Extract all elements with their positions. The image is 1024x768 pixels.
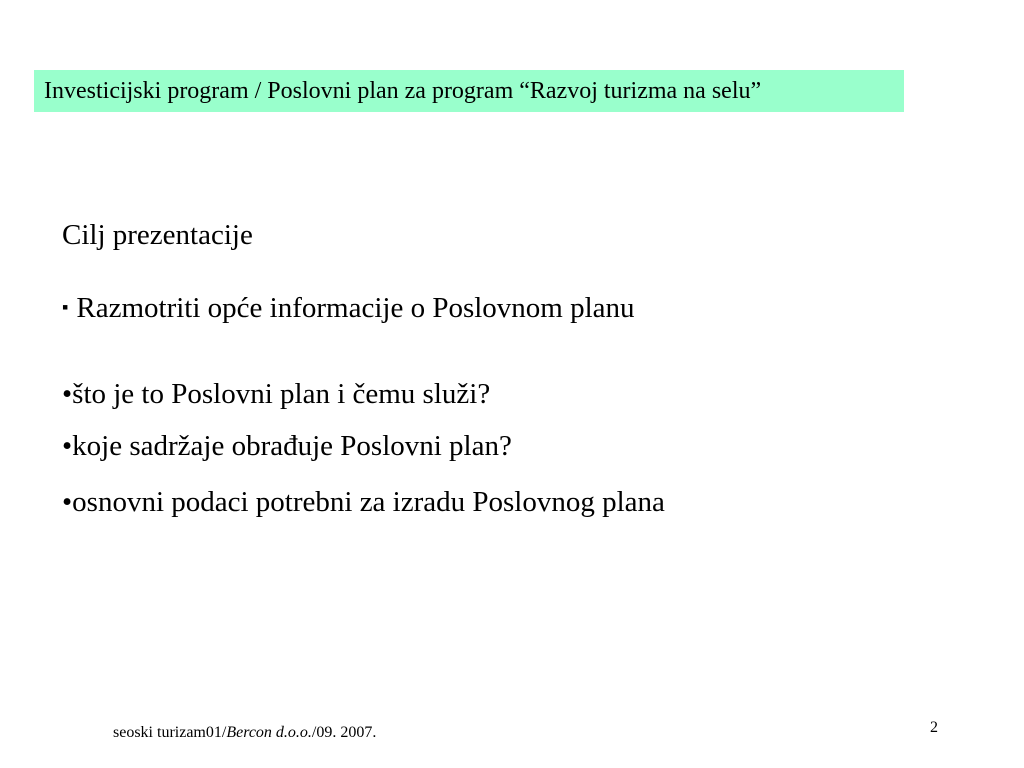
- slide-heading: Cilj prezentacije: [62, 219, 253, 251]
- square-bullet-icon: ▪: [62, 297, 69, 317]
- footer-company: Bercon d.o.o.: [226, 724, 312, 741]
- sub-point-1: •što je to Poslovni plan i čemu služi?: [62, 378, 491, 410]
- slide-footer: [113, 724, 376, 742]
- sub-point-3: •osnovni podaci potrebni za izradu Poslovnog plana: [62, 486, 665, 518]
- slide-title-banner: [34, 70, 904, 112]
- page-number: 2: [930, 719, 938, 736]
- slide-title: Investicijski program / Poslovni plan za program “Razvoj turizma na selu”: [44, 77, 762, 104]
- footer-prefix: seoski turizam01/: [113, 724, 227, 741]
- sub-point-2: •koje sadržaje obrađuje Poslovni plan?: [62, 430, 512, 462]
- footer-suffix: /09. 2007.: [311, 724, 377, 741]
- main-point-text: Razmotriti opće informacije o Poslovnom planu: [76, 292, 635, 324]
- main-point: [62, 292, 635, 325]
